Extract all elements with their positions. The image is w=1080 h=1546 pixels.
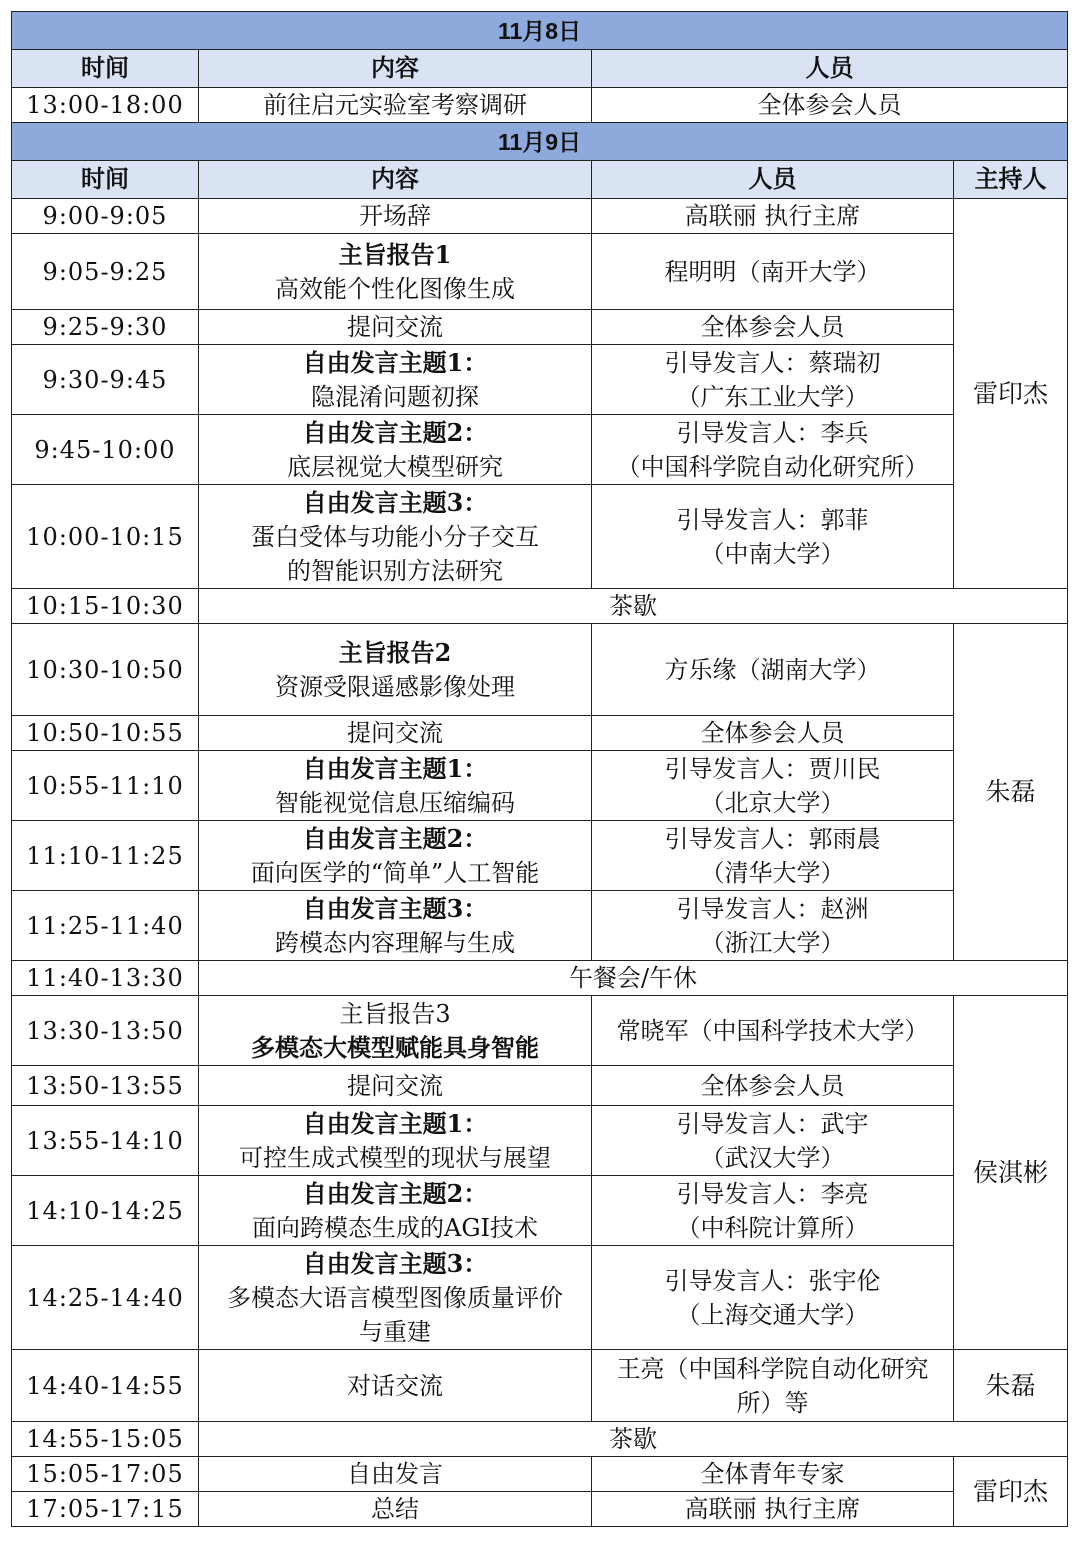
content-cell (199, 716, 592, 751)
time-cell: 9:05-9:25 (12, 234, 199, 310)
content-line: 多模态大语言模型图像质量评价 (227, 1283, 563, 1312)
people-line: 所）等 (736, 1388, 809, 1417)
table-row (12, 624, 1068, 716)
column-header-row (12, 161, 1068, 199)
break-cell: 茶歇 (199, 589, 1068, 624)
time-cell: 10:30-10:50 (12, 624, 199, 716)
content-title: 主旨报告2 (338, 637, 452, 667)
time-cell: 11:10-11:25 (12, 821, 199, 891)
table-row (12, 415, 1068, 485)
people-line: （武汉大学） (700, 1143, 845, 1172)
people-line: 引导发言人：李亮 (676, 1179, 869, 1208)
content-line: 提问交流 (347, 719, 443, 747)
table-row (12, 485, 1068, 589)
content-line: 提问交流 (347, 1071, 443, 1100)
content-line: 智能视觉信息压缩编码 (275, 788, 515, 817)
time-cell: 10:00-10:15 (12, 485, 199, 589)
table-row (12, 88, 1068, 123)
table-row (12, 234, 1068, 310)
people-line: （中科院计算所） (676, 1213, 869, 1242)
people-line: 程明明（南开大学） (664, 257, 881, 286)
content-line: 面向跨模态生成的AGI技术 (252, 1213, 538, 1242)
content-line: 可控生成式模型的现状与展望 (239, 1143, 551, 1172)
content-cell (199, 1457, 592, 1492)
people-line: （北京大学） (700, 788, 845, 817)
people-line: 引导发言人：贾川民 (664, 754, 881, 783)
time-cell: 10:55-11:10 (12, 751, 199, 821)
content-title: 自由发言主题3： (302, 1248, 488, 1278)
host-cell: 侯淇彬 (954, 996, 1068, 1350)
people-line: 引导发言人：蔡瑞初 (664, 348, 881, 377)
people-cell (592, 891, 954, 961)
people-cell (592, 415, 954, 485)
content-cell (199, 891, 592, 961)
header-people: 人员 (592, 50, 1068, 88)
content-line: 蛋白受体与功能小分子交互 (251, 522, 539, 551)
table-row (12, 199, 1068, 234)
table-row (12, 961, 1068, 996)
table-row (12, 821, 1068, 891)
content-cell (199, 310, 592, 345)
people-cell (592, 485, 954, 589)
content-line: 隐混淆问题初探 (311, 382, 479, 411)
content-cell (199, 624, 592, 716)
people-line: 常晓军（中国科学技术大学） (616, 1016, 929, 1045)
content-title: 自由发言主题3： (302, 487, 488, 517)
time-cell: 11:40-13:30 (12, 961, 199, 996)
table-row (12, 1492, 1068, 1527)
content-line: 提问交流 (347, 313, 443, 341)
table-row (12, 310, 1068, 345)
host-cell: 雷印杰 (954, 199, 1068, 589)
content-cell (199, 234, 592, 310)
people-cell (592, 1066, 954, 1106)
people-line: （浙江大学） (700, 928, 845, 957)
time-cell: 13:50-13:55 (12, 1066, 199, 1106)
content-cell (199, 1066, 592, 1106)
host-cell: 朱磊 (954, 1350, 1068, 1422)
time-cell: 10:50-10:55 (12, 716, 199, 751)
table-row (12, 1246, 1068, 1350)
table-row (12, 996, 1068, 1066)
people-line: 高联丽 执行主席 (684, 1495, 861, 1523)
time-cell: 9:45-10:00 (12, 415, 199, 485)
table-row (12, 589, 1068, 624)
people-line: 全体参会人员 (700, 719, 845, 747)
content-cell (199, 1106, 592, 1176)
content-title: 主旨报告1 (338, 239, 452, 269)
content-line: 资源受限遥感影像处理 (275, 672, 515, 701)
table-row (12, 1422, 1068, 1457)
time-cell: 9:25-9:30 (12, 310, 199, 345)
people-cell (592, 1246, 954, 1350)
time-cell: 17:05-17:15 (12, 1492, 199, 1527)
break-cell: 午餐会/午休 (199, 961, 1068, 996)
people-line: 引导发言人：郭雨晨 (664, 824, 881, 853)
break-cell: 茶歇 (199, 1422, 1068, 1457)
header-people: 人员 (592, 161, 954, 199)
table-row (12, 1350, 1068, 1422)
content-cell (199, 415, 592, 485)
content-title: 自由发言主题1： (302, 753, 488, 783)
people-cell (592, 716, 954, 751)
content-line: 高效能个性化图像生成 (275, 274, 515, 303)
people-line: 引导发言人：李兵 (676, 418, 869, 447)
content-line: 底层视觉大模型研究 (287, 452, 503, 481)
table-row (12, 1066, 1068, 1106)
people-line: 引导发言人：张宇伦 (664, 1266, 881, 1295)
header-time: 时间 (12, 161, 199, 199)
people-cell: 全体参会人员 (592, 88, 1068, 123)
content-line: 对话交流 (347, 1371, 443, 1400)
header-host: 主持人 (954, 161, 1068, 199)
content-cell (199, 821, 592, 891)
time-cell: 13:55-14:10 (12, 1106, 199, 1176)
content-line: 总结 (371, 1495, 419, 1523)
content-line: 与重建 (359, 1317, 431, 1346)
people-cell (592, 1457, 954, 1492)
time-cell: 13:00-18:00 (12, 88, 199, 123)
content-line: 跨模态内容理解与生成 (275, 928, 515, 957)
content-cell (199, 485, 592, 589)
time-cell: 11:25-11:40 (12, 891, 199, 961)
time-cell: 9:00-9:05 (12, 199, 199, 234)
content-title: 自由发言主题2： (302, 1178, 488, 1208)
day-header (12, 12, 1068, 50)
people-cell (592, 996, 954, 1066)
content-line: 面向医学的“简单”人工智能 (250, 858, 540, 887)
header-content: 内容 (199, 50, 592, 88)
people-line: 王亮（中国科学院自动化研究 (616, 1354, 929, 1383)
people-cell (592, 1176, 954, 1246)
day-title: 11月8日 (12, 12, 1068, 50)
people-cell (592, 751, 954, 821)
content-cell: 前往启元实验室考察调研 (199, 88, 592, 123)
content-title: 自由发言主题1： (302, 347, 488, 377)
people-cell (592, 345, 954, 415)
time-cell: 13:30-13:50 (12, 996, 199, 1066)
table-row (12, 716, 1068, 751)
content-cell (199, 751, 592, 821)
people-line: （中南大学） (700, 539, 845, 568)
people-cell (592, 310, 954, 345)
time-cell: 15:05-17:05 (12, 1457, 199, 1492)
content-cell (199, 1350, 592, 1422)
content-cell (199, 345, 592, 415)
table-row (12, 345, 1068, 415)
table-row (12, 1106, 1068, 1176)
content-cell (199, 1176, 592, 1246)
people-line: （上海交通大学） (676, 1300, 869, 1329)
table-row (12, 751, 1068, 821)
content-cell (199, 1492, 592, 1527)
people-cell (592, 1106, 954, 1176)
content-title: 多模态大模型赋能具身智能 (251, 1032, 539, 1062)
header-time: 时间 (12, 50, 199, 88)
people-cell (592, 1350, 954, 1422)
content-cell (199, 1246, 592, 1350)
time-cell: 14:55-15:05 (12, 1422, 199, 1457)
people-line: （广东工业大学） (676, 382, 869, 411)
schedule-table (11, 11, 1068, 1527)
content-line: 的智能识别方法研究 (287, 556, 503, 585)
column-header-row (12, 50, 1068, 88)
time-cell: 9:30-9:45 (12, 345, 199, 415)
people-cell (592, 1492, 954, 1527)
people-cell (592, 624, 954, 716)
people-line: 方乐缘（湖南大学） (664, 655, 881, 684)
people-line: （清华大学） (700, 858, 845, 887)
people-cell (592, 199, 954, 234)
time-cell: 14:10-14:25 (12, 1176, 199, 1246)
table-row (12, 891, 1068, 961)
content-line: 自由发言 (347, 1460, 443, 1488)
table-row (12, 1457, 1068, 1492)
day-title: 11月9日 (12, 123, 1068, 161)
people-line: 引导发言人：郭菲 (676, 505, 869, 534)
time-cell: 14:25-14:40 (12, 1246, 199, 1350)
content-line: 主旨报告3 (339, 999, 451, 1028)
header-content: 内容 (199, 161, 592, 199)
content-cell (199, 996, 592, 1066)
host-cell: 雷印杰 (954, 1457, 1068, 1527)
content-line: 开场辞 (359, 202, 431, 230)
people-line: 全体参会人员 (700, 313, 845, 341)
content-title: 自由发言主题3： (302, 893, 488, 923)
people-line: 引导发言人：赵洲 (676, 894, 869, 923)
people-cell (592, 821, 954, 891)
people-line: 全体参会人员 (700, 1071, 845, 1100)
host-cell: 朱磊 (954, 624, 1068, 961)
people-line: 高联丽 执行主席 (684, 202, 861, 230)
people-line: 全体青年专家 (700, 1460, 845, 1488)
content-cell (199, 199, 592, 234)
time-cell: 14:40-14:55 (12, 1350, 199, 1422)
people-line: 引导发言人：武宇 (676, 1109, 869, 1138)
time-cell: 10:15-10:30 (12, 589, 199, 624)
content-title: 自由发言主题2： (302, 417, 488, 447)
day-header (12, 123, 1068, 161)
people-cell (592, 234, 954, 310)
content-title: 自由发言主题2： (302, 823, 488, 853)
content-title: 自由发言主题1： (302, 1108, 488, 1138)
people-line: （中国科学院自动化研究所） (616, 452, 929, 481)
table-row (12, 1176, 1068, 1246)
